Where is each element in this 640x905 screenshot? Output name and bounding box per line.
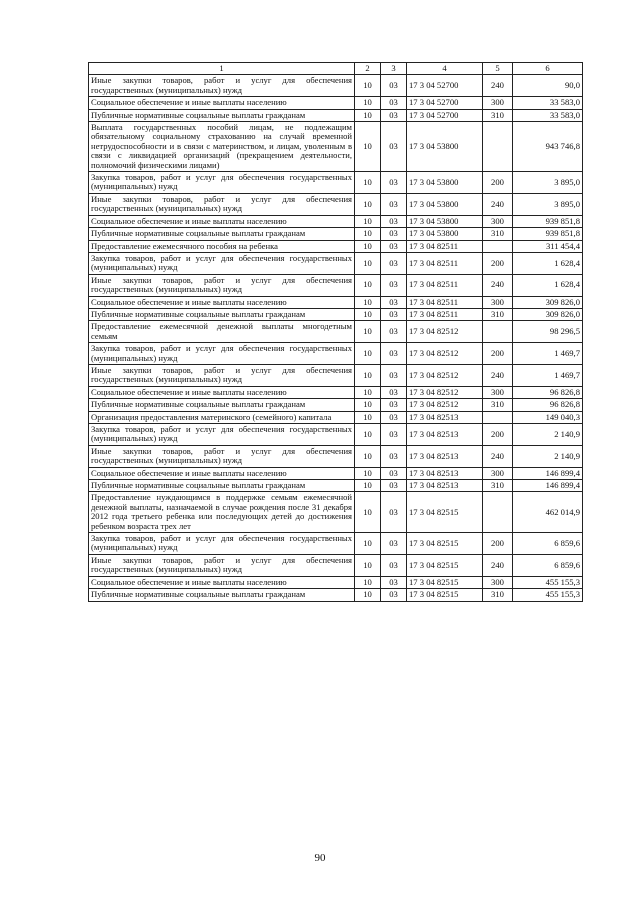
row-amount: 462 014,9: [513, 492, 583, 533]
row-subsection: 03: [381, 240, 407, 252]
row-target-code: 17 3 04 82513: [407, 467, 483, 479]
row-expense-type: [483, 122, 513, 172]
header-col-2: 2: [355, 63, 381, 75]
row-name: Закупка товаров, работ и услуг для обеспечения государственных (муниципальных) нужд: [89, 424, 355, 446]
table-row: [89, 364, 583, 386]
row-section: 10: [355, 411, 381, 423]
row-name: Социальное обеспечение и иные выплаты населению: [89, 576, 355, 588]
row-expense-type: 200: [483, 252, 513, 274]
row-expense-type: 310: [483, 589, 513, 601]
row-section: 10: [355, 576, 381, 588]
row-subsection: 03: [381, 589, 407, 601]
row-expense-type: 200: [483, 533, 513, 555]
row-target-code: 17 3 04 82512: [407, 343, 483, 365]
table-row: [89, 554, 583, 576]
row-expense-type: 300: [483, 296, 513, 308]
row-section: 10: [355, 240, 381, 252]
row-target-code: 17 3 04 82512: [407, 399, 483, 411]
row-target-code: 17 3 04 53800: [407, 215, 483, 227]
table-row: [89, 252, 583, 274]
row-target-code: 17 3 04 82513: [407, 424, 483, 446]
row-section: 10: [355, 467, 381, 479]
table-row: [89, 480, 583, 492]
row-subsection: 03: [381, 308, 407, 320]
row-section: 10: [355, 424, 381, 446]
row-name: Иные закупки товаров, работ и услуг для обеспечения государственных (муниципальных) нужд: [89, 274, 355, 296]
row-section: 10: [355, 172, 381, 194]
row-expense-type: [483, 492, 513, 533]
row-expense-type: 300: [483, 467, 513, 479]
row-section: 10: [355, 308, 381, 320]
table-row: [89, 399, 583, 411]
row-target-code: 17 3 04 52700: [407, 97, 483, 109]
row-section: 10: [355, 533, 381, 555]
row-target-code: 17 3 04 82513: [407, 480, 483, 492]
table-row: [89, 172, 583, 194]
row-target-code: 17 3 04 82512: [407, 321, 483, 343]
row-expense-type: [483, 240, 513, 252]
row-amount: 2 140,9: [513, 424, 583, 446]
row-amount: 1 469,7: [513, 364, 583, 386]
row-subsection: 03: [381, 97, 407, 109]
row-name: Предоставление ежемесячной денежной выплаты многодетным семьям: [89, 321, 355, 343]
row-target-code: 17 3 04 82515: [407, 576, 483, 588]
row-name: Организация предоставления материнского (семейного) капитала: [89, 411, 355, 423]
row-amount: 149 040,3: [513, 411, 583, 423]
row-amount: 455 155,3: [513, 589, 583, 601]
row-name: Закупка товаров, работ и услуг для обеспечения государственных (муниципальных) нужд: [89, 343, 355, 365]
row-name: Публичные нормативные социальные выплаты гражданам: [89, 480, 355, 492]
header-col-4: 4: [407, 63, 483, 75]
row-target-code: 17 3 04 82515: [407, 554, 483, 576]
row-target-code: 17 3 04 82515: [407, 589, 483, 601]
row-name: Публичные нормативные социальные выплаты гражданам: [89, 228, 355, 240]
row-section: 10: [355, 274, 381, 296]
table-row: [89, 589, 583, 601]
table-row: [89, 386, 583, 398]
table-row: [89, 122, 583, 172]
row-section: 10: [355, 480, 381, 492]
header-col-6: 6: [513, 63, 583, 75]
row-subsection: 03: [381, 252, 407, 274]
row-section: 10: [355, 109, 381, 121]
row-subsection: 03: [381, 215, 407, 227]
row-target-code: 17 3 04 82512: [407, 386, 483, 398]
table-row: [89, 411, 583, 423]
table-row: [89, 75, 583, 97]
header-col-1: 1: [89, 63, 355, 75]
row-section: 10: [355, 215, 381, 227]
row-subsection: 03: [381, 576, 407, 588]
row-section: 10: [355, 296, 381, 308]
table-row: [89, 576, 583, 588]
row-section: 10: [355, 554, 381, 576]
table-body: [89, 75, 583, 601]
table-row: [89, 445, 583, 467]
row-section: 10: [355, 386, 381, 398]
row-amount: 146 899,4: [513, 467, 583, 479]
row-subsection: 03: [381, 386, 407, 398]
row-section: 10: [355, 492, 381, 533]
row-amount: 98 296,5: [513, 321, 583, 343]
row-expense-type: 200: [483, 343, 513, 365]
row-subsection: 03: [381, 399, 407, 411]
row-target-code: 17 3 04 82515: [407, 492, 483, 533]
row-amount: 3 895,0: [513, 193, 583, 215]
row-target-code: 17 3 04 82511: [407, 296, 483, 308]
row-expense-type: 240: [483, 364, 513, 386]
table-row: [89, 321, 583, 343]
row-name: Публичные нормативные социальные выплаты гражданам: [89, 109, 355, 121]
row-expense-type: 300: [483, 97, 513, 109]
table-row: [89, 467, 583, 479]
row-subsection: 03: [381, 122, 407, 172]
row-subsection: 03: [381, 480, 407, 492]
row-subsection: 03: [381, 467, 407, 479]
row-amount: 455 155,3: [513, 576, 583, 588]
table-row: [89, 533, 583, 555]
row-name: Иные закупки товаров, работ и услуг для обеспечения государственных (муниципальных) нужд: [89, 364, 355, 386]
row-subsection: 03: [381, 424, 407, 446]
row-expense-type: 310: [483, 308, 513, 320]
row-subsection: 03: [381, 193, 407, 215]
table-row: [89, 109, 583, 121]
row-subsection: 03: [381, 296, 407, 308]
row-expense-type: 300: [483, 576, 513, 588]
row-section: 10: [355, 364, 381, 386]
row-expense-type: 310: [483, 399, 513, 411]
row-name: Публичные нормативные социальные выплаты гражданам: [89, 589, 355, 601]
row-expense-type: 240: [483, 274, 513, 296]
row-amount: 6 859,6: [513, 533, 583, 555]
row-target-code: 17 3 04 53800: [407, 122, 483, 172]
row-name: Выплата государственных пособий лицам, не подлежащим обязательному социальному страхованию на случай временной нетрудоспособности и в связи с материнством, и лицам, уволенным в связи с ликвидацией организаций (прекращением деятельности, полномочий физическими лицами): [89, 122, 355, 172]
table-row: [89, 343, 583, 365]
row-section: 10: [355, 445, 381, 467]
budget-table: [88, 62, 583, 602]
row-section: 10: [355, 97, 381, 109]
row-amount: 2 140,9: [513, 445, 583, 467]
table-row: [89, 424, 583, 446]
row-expense-type: [483, 321, 513, 343]
row-target-code: 17 3 04 82511: [407, 274, 483, 296]
row-name: Иные закупки товаров, работ и услуг для обеспечения государственных (муниципальных) нужд: [89, 193, 355, 215]
row-expense-type: 240: [483, 75, 513, 97]
row-target-code: 17 3 04 82515: [407, 533, 483, 555]
row-target-code: 17 3 04 53800: [407, 228, 483, 240]
table-row: [89, 296, 583, 308]
row-expense-type: 310: [483, 228, 513, 240]
row-subsection: 03: [381, 321, 407, 343]
row-name: Иные закупки товаров, работ и услуг для обеспечения государственных (муниципальных) нужд: [89, 75, 355, 97]
row-target-code: 17 3 04 52700: [407, 109, 483, 121]
page-number: 90: [314, 852, 326, 864]
table-row: [89, 193, 583, 215]
row-expense-type: 240: [483, 193, 513, 215]
row-name: Предоставление нуждающимся в поддержке семьям ежемесячной денежной выплаты, назначаемой в случае рождения после 31 декабря 2012 года третьего ребенка или последующих детей до достижения ребенком возраста трех лет: [89, 492, 355, 533]
row-subsection: 03: [381, 274, 407, 296]
row-subsection: 03: [381, 228, 407, 240]
row-amount: 309 826,0: [513, 308, 583, 320]
row-subsection: 03: [381, 75, 407, 97]
row-target-code: 17 3 04 82511: [407, 308, 483, 320]
row-section: 10: [355, 252, 381, 274]
row-name: Иные закупки товаров, работ и услуг для обеспечения государственных (муниципальных) нужд: [89, 445, 355, 467]
row-amount: 1 628,4: [513, 252, 583, 274]
row-expense-type: 200: [483, 424, 513, 446]
row-subsection: 03: [381, 343, 407, 365]
row-name: Социальное обеспечение и иные выплаты населению: [89, 296, 355, 308]
row-expense-type: 310: [483, 109, 513, 121]
row-amount: 939 851,8: [513, 215, 583, 227]
table-row: [89, 492, 583, 533]
row-expense-type: 300: [483, 215, 513, 227]
table-row: [89, 274, 583, 296]
row-amount: 33 583,0: [513, 97, 583, 109]
table-row: [89, 97, 583, 109]
row-target-code: 17 3 04 82513: [407, 411, 483, 423]
row-expense-type: 200: [483, 172, 513, 194]
row-section: 10: [355, 122, 381, 172]
row-amount: 96 826,8: [513, 399, 583, 411]
table-row: [89, 215, 583, 227]
row-section: 10: [355, 321, 381, 343]
row-name: Предоставление ежемесячного пособия на ребенка: [89, 240, 355, 252]
row-amount: 311 454,4: [513, 240, 583, 252]
row-amount: 33 583,0: [513, 109, 583, 121]
row-amount: 1 469,7: [513, 343, 583, 365]
row-subsection: 03: [381, 554, 407, 576]
row-name: Социальное обеспечение и иные выплаты населению: [89, 97, 355, 109]
row-name: Закупка товаров, работ и услуг для обеспечения государственных (муниципальных) нужд: [89, 533, 355, 555]
row-name: Закупка товаров, работ и услуг для обеспечения государственных (муниципальных) нужд: [89, 172, 355, 194]
row-name: Социальное обеспечение и иные выплаты населению: [89, 386, 355, 398]
row-name: Публичные нормативные социальные выплаты гражданам: [89, 399, 355, 411]
table-header: [89, 63, 583, 75]
row-expense-type: 300: [483, 386, 513, 398]
row-subsection: 03: [381, 364, 407, 386]
row-name: Закупка товаров, работ и услуг для обеспечения государственных (муниципальных) нужд: [89, 252, 355, 274]
row-amount: 309 826,0: [513, 296, 583, 308]
row-amount: 1 628,4: [513, 274, 583, 296]
row-amount: 6 859,6: [513, 554, 583, 576]
row-target-code: 17 3 04 82512: [407, 364, 483, 386]
row-name: Публичные нормативные социальные выплаты гражданам: [89, 308, 355, 320]
row-name: Социальное обеспечение и иные выплаты населению: [89, 215, 355, 227]
row-target-code: 17 3 04 82511: [407, 240, 483, 252]
row-amount: 3 895,0: [513, 172, 583, 194]
header-col-5: 5: [483, 63, 513, 75]
row-section: 10: [355, 343, 381, 365]
row-target-code: 17 3 04 53800: [407, 172, 483, 194]
row-amount: 943 746,8: [513, 122, 583, 172]
table-row: [89, 240, 583, 252]
row-section: 10: [355, 193, 381, 215]
row-section: 10: [355, 589, 381, 601]
row-target-code: 17 3 04 82511: [407, 252, 483, 274]
row-section: 10: [355, 399, 381, 411]
row-expense-type: 240: [483, 445, 513, 467]
table-row: [89, 308, 583, 320]
table-row: [89, 228, 583, 240]
row-subsection: 03: [381, 411, 407, 423]
header-col-3: 3: [381, 63, 407, 75]
row-expense-type: [483, 411, 513, 423]
row-target-code: 17 3 04 52700: [407, 75, 483, 97]
row-target-code: 17 3 04 53800: [407, 193, 483, 215]
row-subsection: 03: [381, 492, 407, 533]
row-expense-type: 310: [483, 480, 513, 492]
row-amount: 939 851,8: [513, 228, 583, 240]
row-section: 10: [355, 75, 381, 97]
row-subsection: 03: [381, 533, 407, 555]
row-name: Иные закупки товаров, работ и услуг для обеспечения государственных (муниципальных) нужд: [89, 554, 355, 576]
row-name: Социальное обеспечение и иные выплаты населению: [89, 467, 355, 479]
row-subsection: 03: [381, 445, 407, 467]
row-target-code: 17 3 04 82513: [407, 445, 483, 467]
row-amount: 146 899,4: [513, 480, 583, 492]
row-amount: 96 826,8: [513, 386, 583, 398]
row-section: 10: [355, 228, 381, 240]
row-subsection: 03: [381, 172, 407, 194]
header-row: [89, 63, 583, 75]
row-amount: 90,0: [513, 75, 583, 97]
row-subsection: 03: [381, 109, 407, 121]
row-expense-type: 240: [483, 554, 513, 576]
